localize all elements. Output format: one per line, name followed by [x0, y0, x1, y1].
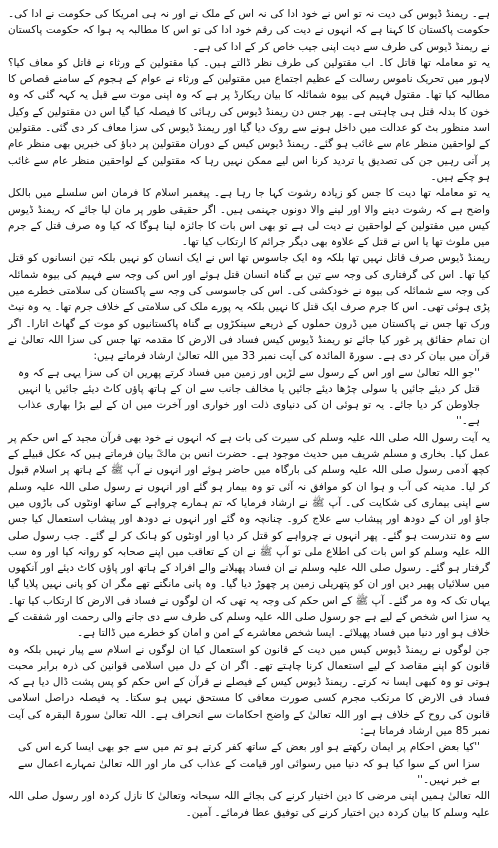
- quran-quote-1: ''جو اللہ تعالیٰ سے اور اس کے رسول سے لڑیں اور زمین میں فساد کرتے پھریں ان کی سزا یہی ہے کہ وہ قتل کر دیئے جائیں یا سولی چڑھا دیئے جائیں یا مخالف جانب سے ان کے ہاتھ پاؤں کاٹ دیئے جائیں یا انہیں جلاوطن کر دیا جائے۔ یہ تو ہوئی ان کی دنیاوی ذلت اور خواری اور آخرت میں ان کے لیے بڑا بھاری عذاب ہے۔'': [18, 366, 480, 428]
- paragraph-5: یہ آیت رسول اللہ صلی اللہ علیہ وسلم کی سیرت کی بات ہے کہ انہوں نے خود بھی قرآن مجید کے اس حکم پر عمل کیا۔ بخاری و مسلم شریف میں حدیث موجود ہے۔ حضرت انس بن مالکؓ بیان فرماتے ہیں کہ عکل قبیلے کے کچھ آدمی رسول صلی اللہ علیہ وسلم کی بارگاہ میں حاضر ہوئے اور انہوں نے آپ ﷺ کے ہاتھ پر اسلام قبول کر لیا۔ مدینہ کی آب و ہوا ان کو موافق نہ آئی تو وہ بیمار ہو گئے اور انہوں نے رسول صلی اللہ علیہ وسلم سے اپنی بیماری کی شکایت کی۔ آپ ﷺ نے ارشاد فرمایا کہ تم ہمارے چرواہے کے ساتھ اونٹوں کی باڑوں میں جاؤ اور ان کے دودھ اور پیشاب سے علاج کرو۔ چنانچہ وہ گئے اور انہوں نے دودھ اور پیشاب استعمال کیا جس سے وہ تندرست ہو گئے۔ پھر انہوں نے چرواہے کو قتل کر دیا اور اونٹوں کو ہانک کر لے گئے۔ جب رسول صلی اللہ علیہ وسلم کو اس بات کی اطلاع ملی تو آپ ﷺ نے ان کے تعاقب میں اپنے صحابہ کو روانہ کیا اور وہ سب گرفتار ہو گئے۔ رسول صلی اللہ علیہ وسلم نے ان فساد پھیلانے والے افراد کے ہاتھ اور پاؤں کاٹ دیئے اور آنکھوں میں سلائیاں پھیر دیں اور ان کو پتھریلی زمین پر چھوڑ دیا گیا۔ وہ پانی مانگتے تھے مگر ان کو پانی نہیں پلایا گیا یہاں تک کہ وہ مر گئے۔ آپ ﷺ کے اس حکم کی وجہ یہ تھی کہ ان لوگوں نے فساد فی الارض کا ارتکاب کیا تھا۔ یہ سزا اس شخص کے لیے ہے جو رسول صلی اللہ علیہ وسلم کی طرف سے دی جانے والی رحمت اور شفقت کے خلاف ہو اور دنیا میں فساد پھیلائے۔ ایسا شخص معاشرے کے امن و امان کو خطرے میں ڈالتا ہے۔: [8, 431, 490, 640]
- paragraph-6: جن لوگوں نے ریمنڈ ڈیوس کیس میں دیت کے قانون کو استعمال کیا ان لوگوں نے اسلام سے پیار نہیں بلکہ وہ قانون کو اپنے مقاصد کے لیے استعمال کرنا چاہتے تھے۔ اگر ان کے دل میں اسلامی قوانین کی ذرہ برابر محبت ہوتی تو وہ کبھی ایسا نہ کرتے۔ ریمنڈ ڈیوس کیس کے فیصلے نے قرآن کے اس حکم کو پس پشت ڈال دیا ہے کہ فساد فی الارض کا مرتکب مجرم کسی صورت معافی کا مستحق نہیں ہو سکتا۔ یہ فیصلہ دراصل اسلامی قانون کی روح کے خلاف ہے اور اللہ تعالیٰ کے واضح احکامات سے انحراف ہے۔ اللہ تعالیٰ سورۃ البقرہ کی آیت نمبر 85 میں ارشاد فرماتا ہے:: [8, 643, 490, 738]
- paragraph-1: ہے۔ ریمنڈ ڈیوس کی دیت نہ تو اس نے خود ادا کی نہ اس کے ملک نے اور نہ ہی امریکا کی حکومت نے ادا کی۔ حکومت پاکستان کا کہنا ہے کہ انہوں نے دیت کی رقم خود ادا کی تو اس کا مطالبہ یہ ہوا کہ حکومت پاکستان نے ریمنڈ ڈیوس کی طرف سے دیت اپنی جیب خاص کر کے ادا کی ہے۔: [8, 8, 490, 53]
- quran-quote-2: ''کیا بعض احکام پر ایمان رکھتے ہو اور بعض کے ساتھ کفر کرتے ہو تم میں سے جو بھی ایسا کرے اس کی سزا اس کے سوا کیا ہو کہ دنیا میں رسوائی اور قیامت کے عذاب کی مار اور اللہ تعالیٰ تمہارے اعمال سے بے خبر نہیں۔'': [18, 741, 480, 786]
- closing-prayer: اللہ تعالیٰ ہمیں اپنی مرضی کا دین اختیار کرنے کی بجائے اللہ سبحانہ وتعالیٰ کا نازل کردہ اور رسول صلی اللہ علیہ وسلم کا بیان کردہ دین اختیار کرنے کی توفیق عطا فرمائے۔ آمین۔: [8, 790, 490, 819]
- paragraph-2: یہ تو معاملہ تھا قاتل کا۔ اب مقتولین کی طرف نظر ڈالتے ہیں۔ کیا مقتولین کے ورثاء نے قاتل کو معاف کیا؟ لاہور میں تحریک ناموس رسالت کے عظیم اجتماع میں مقتولین کے ورثاء نے عوام کے ہجوم کے سامنے قصاص کا مطالبہ کیا تھا۔ مقتول فہیم کی بیوہ شمائلہ کا بیان ریکارڈ پر ہے کہ وہ اپنی موت سے قبل یہ کہہ گئی کہ وہ خون کا بدلہ قتل ہی چاہتی ہے۔ پھر جس دن ریمنڈ ڈیوس کی رہائی کا فیصلہ کیا گیا اس دن مقتولین کے وکیل اسد منظور بٹ کو عدالت میں داخل ہونے سے روک دیا گیا اور ریمنڈ ڈیوس کی سزا معاف کر دی گئی۔ مقتولین کے لواحقین منظر عام سے غائب ہو گئے۔ ریمنڈ ڈیوس کیس کے دوران مقتولین پر دباؤ کی خبریں بھی منظر عام پر آتی رہیں جن کی تصدیق یا تردید کرنا اس لیے ممکن نہیں رہا کہ مقتولین کے لواحقین منظر عام سے غائب ہو چکے ہیں۔: [8, 56, 490, 183]
- paragraph-4: ریمنڈ ڈیوس صرف قاتل نہیں تھا بلکہ وہ ایک جاسوس تھا اس نے ایک انسان کو نہیں بلکہ تین انسانوں کو قتل کیا تھا۔ اس کی گرفتاری کی وجہ سے تین بے گناہ انسان قتل ہوئے اور اس کی وجہ سے فہیم کی بیوہ شمائلہ کی وجہ سے شمائلہ کی بیوہ نے خودکشی کی۔ اس کی جاسوسی کی وجہ سے پاکستان کی سلامتی خطرے میں پڑی ہوئی تھی۔ اس کا جرم صرف ایک قتل کا نہیں بلکہ یہ پورے ملک کی سلامتی کے خلاف جرم تھا۔ یہ وہ نیٹ ورک تھا جس نے پاکستان میں ڈرون حملوں کے ذریعے سینکڑوں بے گناہ پاکستانیوں کو موت کے گھاٹ اتارا۔ اگر ان تمام حقائق پر غور کیا جائے تو ریمنڈ ڈیوس کیس فساد فی الارض کا مقدمہ تھا جس کی سزا اللہ تعالیٰ نے قرآن میں بیان کر دی ہے۔ سورۃ المائدہ کی آیت نمبر 33 میں اللہ تعالیٰ ارشاد فرماتے ہیں:: [8, 252, 490, 363]
- paragraph-3: یہ تو معاملہ تھا دیت کا جس کو زیادہ رشوت کہا جا رہا ہے۔ پیغمبر اسلام کا فرمان اس سلسلے میں بالکل واضح ہے کہ رشوت دینے والا اور لینے والا دونوں جہنمی ہیں۔ اگر حقیقی طور پر مان لیا جائے کہ ریمنڈ ڈیوس کیس میں مقتولین کے لواحقین نے دیت لی ہے تو بھی اس بات کا جائزہ لینا ہوگا کہ کیا وہ صرف قتل کے جرم میں ملوث تھا یا اس نے قتل کے علاوہ بھی دیگر جرائم کا ارتکاب کیا تھا۔: [8, 187, 490, 249]
